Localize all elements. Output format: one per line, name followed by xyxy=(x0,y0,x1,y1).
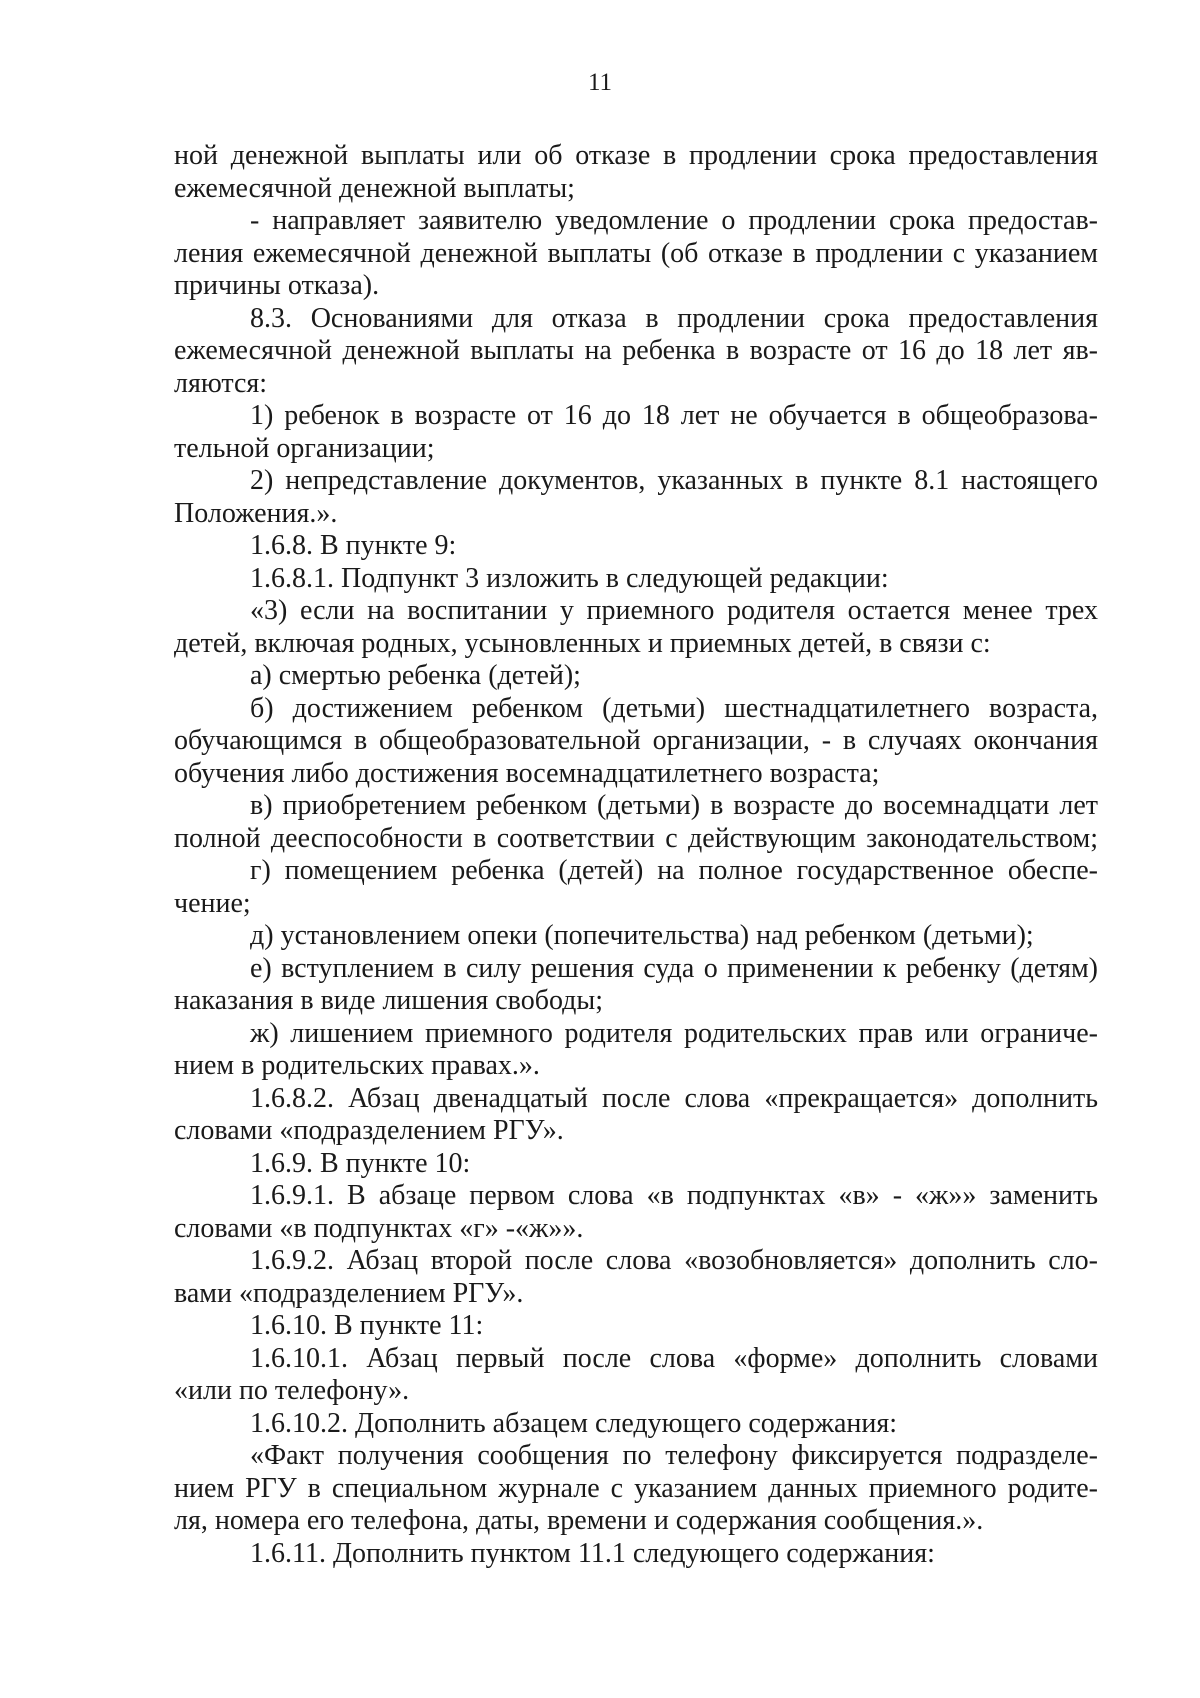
text-line: «Факт получения сообщения по телефону фиксируется подразделе- xyxy=(250,1440,1098,1471)
text-line: 1.6.9.2. Абзац второй после слова «возобновляется» дополнить сло- xyxy=(250,1245,1098,1276)
text-line: ля, номера его телефона, даты, времени и содержания сообщения.». xyxy=(174,1505,984,1536)
text-line: - направляет заявителю уведомление о продлении срока предостав- xyxy=(250,205,1098,236)
text-line: ежемесячной денежной выплаты на ребенка в возрасте от 16 до 18 лет яв- xyxy=(174,335,1098,366)
text-line: словами «подразделением РГУ». xyxy=(174,1115,564,1146)
text-line: ж) лишением приемного родителя родительских прав или ограниче- xyxy=(250,1017,1098,1049)
text-line: «3) если на воспитании у приемного родителя остается менее трех xyxy=(250,595,1098,626)
text-line: 1.6.8. В пункте 9: xyxy=(250,530,457,561)
text-line: г) помещением ребенка (детей) на полное государственное обеспе- xyxy=(250,855,1098,886)
text-line: 1) ребенок в возрасте от 16 до 18 лет не обучается в общеобразова- xyxy=(250,400,1098,431)
text-line: е) вступлением в силу решения суда о применении к ребенку (детям) xyxy=(250,952,1098,984)
text-line: ной денежной выплаты или об отказе в продлении срока предоставления xyxy=(174,140,1098,171)
text-line: вами «подразделением РГУ». xyxy=(174,1277,524,1309)
text-line: чение; xyxy=(174,887,251,919)
text-line: обучения либо достижения восемнадцатилетнего возраста; xyxy=(174,757,880,789)
text-line: б) достижением ребенком (детьми) шестнадцатилетнего возраста, xyxy=(250,692,1098,724)
text-line: Положения.». xyxy=(174,497,338,529)
text-line: нием в родительских правах.». xyxy=(174,1050,540,1081)
text-line: 1.6.11. Дополнить пунктом 11.1 следующего содержания: xyxy=(250,1537,935,1569)
text-line: в) приобретением ребенком (детьми) в возрасте до восемнадцати лет xyxy=(250,790,1098,821)
text-line: нием РГУ в специальном журнале с указанием данных приемного родите- xyxy=(174,1472,1098,1504)
text-line: ляются: xyxy=(174,367,268,399)
text-line: 1.6.9. В пункте 10: xyxy=(250,1147,471,1179)
text-line: тельной организации; xyxy=(174,432,435,464)
text-line: 2) непредставление документов, указанных в пункте 8.1 настоящего xyxy=(250,465,1098,496)
text-line: ежемесячной денежной выплаты; xyxy=(174,172,575,204)
text-line: 1.6.8.1. Подпункт 3 изложить в следующей редакции: xyxy=(250,562,889,594)
text-line: 1.6.10.1. Абзац первый после слова «форме» дополнить словами xyxy=(250,1342,1098,1374)
text-line: 1.6.10. В пункте 11: xyxy=(250,1310,484,1341)
text-line: 1.6.8.2. Абзац двенадцатый после слова «прекращается» дополнить xyxy=(250,1082,1098,1114)
text-line: полной дееспособности в соответствии с действующим законодательством; xyxy=(174,822,1098,854)
text-line: д) установлением опеки (попечительства) над ребенком (детьми); xyxy=(250,920,1034,951)
text-line: наказания в виде лишения свободы; xyxy=(174,985,603,1016)
text-line: 8.3. Основаниями для отказа в продлении срока предоставления xyxy=(250,302,1098,334)
text-line: словами «в подпунктах «г» -«ж»». xyxy=(174,1212,584,1244)
text-line: а) смертью ребенка (детей); xyxy=(250,660,581,691)
text-line: 1.6.9.1. В абзаце первом слова «в подпунктах «в» - «ж»» заменить xyxy=(250,1180,1098,1211)
text-line: детей, включая родных, усыновленных и приемных детей, в связи с: xyxy=(174,627,991,659)
text-line: ления ежемесячной денежной выплаты (об отказе в продлении с указанием xyxy=(174,237,1098,269)
document-body xyxy=(174,140,1098,1570)
page-number: 11 xyxy=(587,69,613,96)
text-line: причины отказа). xyxy=(174,270,380,301)
text-line: 1.6.10.2. Дополнить абзацем следующего содержания: xyxy=(250,1407,898,1439)
text-line: обучающимся в общеобразовательной организации, - в случаях окончания xyxy=(174,725,1098,756)
text-line: «или по телефону». xyxy=(174,1375,410,1406)
